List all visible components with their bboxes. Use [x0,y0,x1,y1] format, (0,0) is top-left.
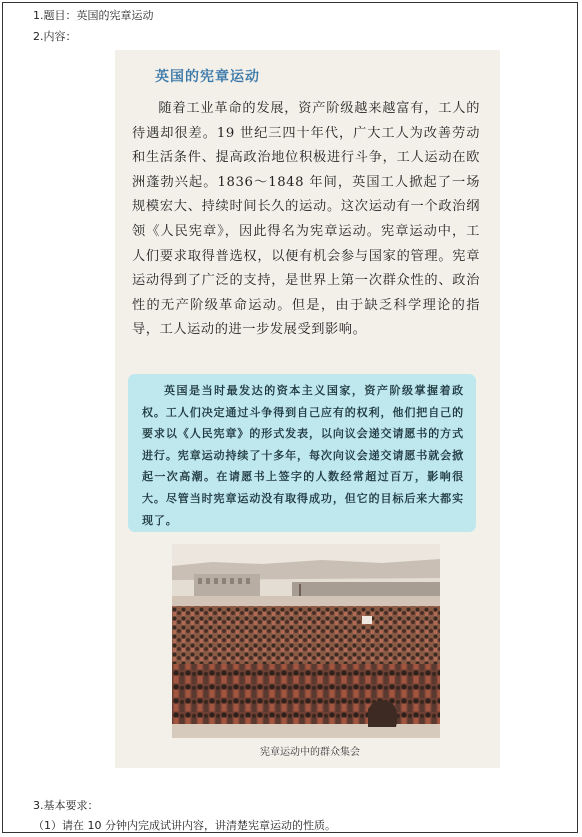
lesson-title: 英国的宪章运动 [155,69,260,85]
content-label: 2.内容： [33,30,77,43]
requirement-item-1: （1）请在 10 分钟内完成试讲内容，讲清楚宪章运动的性质。 [33,819,336,832]
chartist-rally-engraving [172,544,440,738]
requirements-label: 3.基本要求： [33,799,99,812]
illustration-caption: 宪章运动中的群众集会 [260,747,360,758]
topic-line: 1.题目：英国的宪章运动 [33,9,154,22]
note-text: 英国是当时最发达的资本主义国家，资产阶级掌握着政权。工人们决定通过斗争得到自己应有的权利，他们把自己的要求以《人民宪章》的形式发表，以向议会递交请愿书的方式进行。宪章运动持续了十多年，每次向议会递交请愿书就会掀起一次高潮。在请愿书上签字的人数经常超过百万，影响很大。尽管当时宪章运动没有取得成功，但它的目标后来大都实现了。 [142,384,464,527]
lesson-body-paragraph: 随着工业革命的发展，资产阶级越来越富有，工人的待遇却很差。19 世纪三四十年代，广大工人为改善劳动和生活条件、提高政治地位积极进行斗争，工人运动在欧洲蓬勃兴起。1836～1848 年间，英国工人掀起了一场规模宏大、持续时间长久的运动。这次运动有一个政治纲领《人民宪章》，因此得名为宪章运动。宪章运动中，工人们要求取得普选权，以便有机会参与国家的管理。宪章运动得到了广泛的支持，是世界上第一次群众性的、政治性的无产阶级革命运动。但是，由于缺乏科学理论的指导，工人运动的进一步发展受到影响。 [132,101,480,338]
